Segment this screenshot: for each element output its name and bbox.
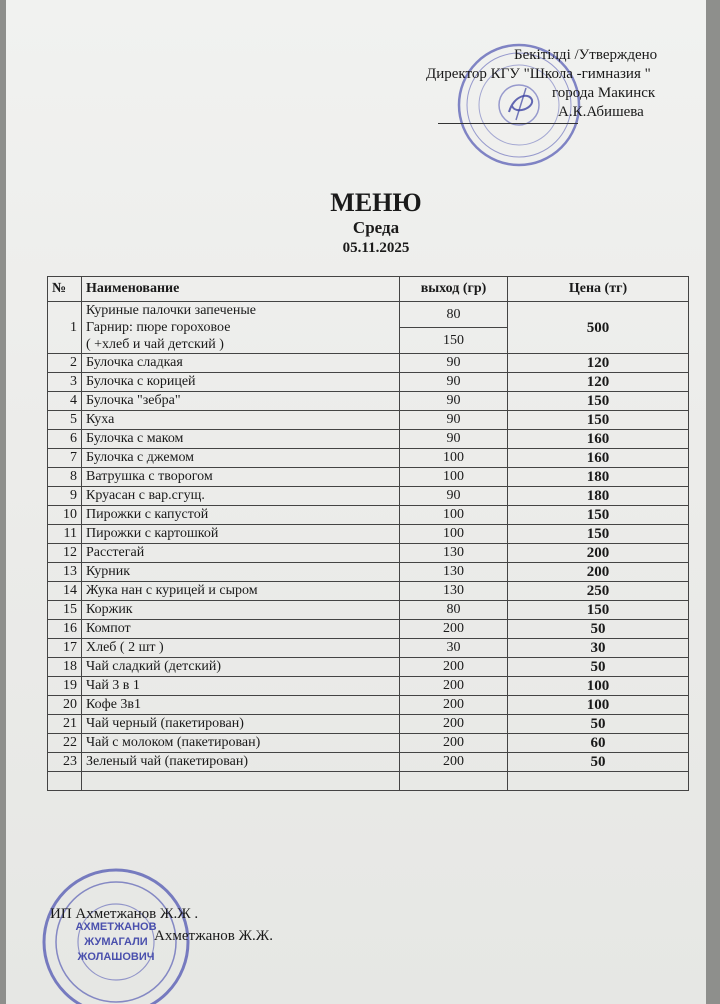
approval-line-4: А.К.Абишева — [558, 104, 644, 120]
dish-line-1: Куриные палочки запеченые — [86, 303, 256, 318]
row-name: Круасан с вар.сгущ. — [82, 487, 400, 506]
empty-cell — [400, 772, 508, 791]
table-row — [48, 468, 689, 487]
row-num: 6 — [48, 430, 82, 449]
row-name: Жука нан с курицей и сыром — [82, 582, 400, 601]
approval-line-3: города Макинск — [552, 85, 656, 101]
table-row — [48, 601, 689, 620]
row-num: 15 — [48, 601, 82, 620]
row-output: 90 — [400, 430, 508, 449]
table-row — [48, 302, 689, 328]
row-name: Ватрушка с творогом — [82, 468, 400, 487]
row-output-main: 80 — [400, 302, 508, 328]
page-title: МЕНЮ — [330, 188, 422, 217]
table-row — [48, 658, 689, 677]
row-price: 160 — [508, 449, 689, 468]
table-row-empty — [48, 772, 689, 791]
table-row — [48, 563, 689, 582]
row-output: 200 — [400, 620, 508, 639]
header-name: Наименование — [82, 277, 400, 302]
row-output: 200 — [400, 753, 508, 772]
row-price: 100 — [508, 677, 689, 696]
row-price: 150 — [508, 506, 689, 525]
dish-line-3: ( +хлеб и чай детский ) — [86, 337, 224, 352]
row-price: 150 — [508, 525, 689, 544]
signature-line — [438, 123, 578, 124]
table-row — [48, 487, 689, 506]
table-row — [48, 620, 689, 639]
table-row — [48, 677, 689, 696]
table-row — [48, 525, 689, 544]
row-num: 20 — [48, 696, 82, 715]
table-row — [48, 696, 689, 715]
row-price: 50 — [508, 658, 689, 677]
row-num: 9 — [48, 487, 82, 506]
row-name: Куха — [82, 411, 400, 430]
empty-cell — [82, 772, 400, 791]
row-price: 50 — [508, 753, 689, 772]
row-name: Булочка "зебра" — [82, 392, 400, 411]
row-num: 5 — [48, 411, 82, 430]
row-num: 4 — [48, 392, 82, 411]
row-price: 160 — [508, 430, 689, 449]
signature-ip: ИП Ахметжанов Ж.Ж . — [50, 906, 199, 922]
row-output: 90 — [400, 411, 508, 430]
row-output: 90 — [400, 373, 508, 392]
row-output: 200 — [400, 658, 508, 677]
row-num: 19 — [48, 677, 82, 696]
approval-line-2: Директор КГУ "Школа -гимназия " — [426, 66, 651, 82]
table-row — [48, 354, 689, 373]
row-num: 8 — [48, 468, 82, 487]
row-num: 2 — [48, 354, 82, 373]
row-output: 100 — [400, 449, 508, 468]
row-price: 60 — [508, 734, 689, 753]
row-name: Зеленый чай (пакетирован) — [82, 753, 400, 772]
row-num: 3 — [48, 373, 82, 392]
row-output: 200 — [400, 715, 508, 734]
table-row — [48, 373, 689, 392]
row-num: 7 — [48, 449, 82, 468]
row-name: Булочка сладкая — [82, 354, 400, 373]
row-num: 14 — [48, 582, 82, 601]
row-name: Чай 3 в 1 — [82, 677, 400, 696]
row-price: 150 — [508, 411, 689, 430]
row-output: 90 — [400, 354, 508, 373]
row-output: 100 — [400, 525, 508, 544]
row-output: 30 — [400, 639, 508, 658]
row-price: 180 — [508, 487, 689, 506]
row-price: 50 — [508, 620, 689, 639]
row-name: Хлеб ( 2 шт ) — [82, 639, 400, 658]
approval-line-1: Бекітілді /Утверждено — [514, 47, 658, 63]
row-price: 100 — [508, 696, 689, 715]
header-output: выход (гр) — [400, 277, 508, 302]
row-output: 90 — [400, 392, 508, 411]
row-price: 30 — [508, 639, 689, 658]
row-num: 16 — [48, 620, 82, 639]
row-name: Компот — [82, 620, 400, 639]
row-price: 120 — [508, 354, 689, 373]
table-row — [48, 639, 689, 658]
row-output: 200 — [400, 696, 508, 715]
row-price: 150 — [508, 601, 689, 620]
row-num: 21 — [48, 715, 82, 734]
row-num: 1 — [48, 302, 82, 354]
row-name: Булочка с маком — [82, 430, 400, 449]
row-output: 80 — [400, 601, 508, 620]
stamp-text-1: АХМЕТЖАНОВ — [75, 921, 157, 933]
date-label: 05.11.2025 — [342, 240, 410, 256]
row-output-side: 150 — [400, 328, 508, 354]
table-row — [48, 753, 689, 772]
row-num: 10 — [48, 506, 82, 525]
row-price: 50 — [508, 715, 689, 734]
row-num: 11 — [48, 525, 82, 544]
row-name — [82, 302, 400, 354]
row-num: 13 — [48, 563, 82, 582]
signature-name: Ахметжанов Ж.Ж. — [154, 928, 273, 944]
row-name: Чай черный (пакетирован) — [82, 715, 400, 734]
dish-line-2: Гарнир: пюре гороховое — [86, 320, 231, 335]
header-num: № — [48, 277, 82, 302]
row-name: Пирожки с капустой — [82, 506, 400, 525]
row-price: 500 — [508, 302, 689, 354]
menu-table — [47, 276, 689, 791]
row-name: Курник — [82, 563, 400, 582]
row-price: 150 — [508, 392, 689, 411]
row-num: 22 — [48, 734, 82, 753]
row-output: 90 — [400, 487, 508, 506]
row-name: Расстегай — [82, 544, 400, 563]
row-output: 130 — [400, 544, 508, 563]
document-sheet — [6, 0, 706, 1004]
row-price: 250 — [508, 582, 689, 601]
empty-cell — [48, 772, 82, 791]
row-output: 130 — [400, 582, 508, 601]
table-row — [48, 506, 689, 525]
row-name: Коржик — [82, 601, 400, 620]
row-num: 12 — [48, 544, 82, 563]
approval-block — [426, 46, 657, 122]
table-row — [48, 734, 689, 753]
header-price: Цена (тг) — [508, 277, 689, 302]
table-row — [48, 544, 689, 563]
row-name: Кофе 3в1 — [82, 696, 400, 715]
row-output: 100 — [400, 506, 508, 525]
table-row — [48, 430, 689, 449]
row-output: 200 — [400, 734, 508, 753]
row-price: 120 — [508, 373, 689, 392]
table-row — [48, 411, 689, 430]
day-label: Среда — [352, 218, 400, 237]
table-row — [48, 392, 689, 411]
stamp-text-3: ЖОЛАШОВИЧ — [77, 951, 155, 963]
row-price: 200 — [508, 563, 689, 582]
row-num: 17 — [48, 639, 82, 658]
stamp-text-2: ЖУМАГАЛИ — [84, 936, 148, 948]
table-row — [48, 715, 689, 734]
row-name: Булочка с джемом — [82, 449, 400, 468]
row-price: 200 — [508, 544, 689, 563]
row-name: Пирожки с картошкой — [82, 525, 400, 544]
row-name: Чай с молоком (пакетирован) — [82, 734, 400, 753]
row-output: 130 — [400, 563, 508, 582]
table-header-row — [48, 277, 689, 302]
row-name: Чай сладкий (детский) — [82, 658, 400, 677]
row-output: 200 — [400, 677, 508, 696]
row-num: 23 — [48, 753, 82, 772]
table-row — [48, 449, 689, 468]
row-output: 100 — [400, 468, 508, 487]
row-num: 18 — [48, 658, 82, 677]
table-row — [48, 582, 689, 601]
row-name: Булочка с корицей — [82, 373, 400, 392]
empty-cell — [508, 772, 689, 791]
row-price: 180 — [508, 468, 689, 487]
